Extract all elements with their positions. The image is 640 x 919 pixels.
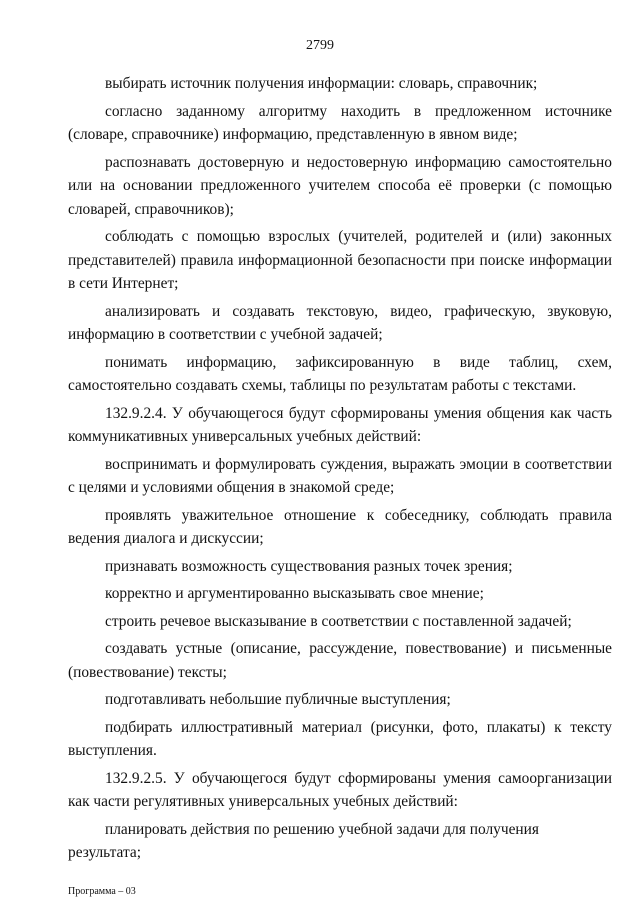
paragraph: соблюдать с помощью взрослых (учителей, родителей и (или) законных представителей) правила информационной безопасности при поиске информации в сети Интернет; bbox=[68, 228, 612, 292]
section-heading-paragraph: 132.9.2.5. У обучающегося будут сформированы умения самоорганизации как части регулятивных универсальных учебных действий: bbox=[68, 769, 612, 810]
paragraph: проявлять уважительное отношение к собеседнику, соблюдать правила ведения диалога и дискуссии; bbox=[68, 506, 612, 547]
paragraph: понимать информацию, зафиксированную в виде таблиц, схем, самостоятельно создавать схемы, таблицы по результатам работы с текстами. bbox=[68, 353, 612, 394]
paragraph: выбирать источник получения информации: словарь, справочник; bbox=[105, 75, 538, 92]
paragraph: корректно и аргументированно высказывать свое мнение; bbox=[105, 585, 484, 602]
paragraph: подготавливать небольшие публичные выступления; bbox=[105, 691, 451, 708]
paragraph: распознавать достоверную и недостоверную информацию самостоятельно или на основании предложенного учителем способа её проверки (с помощью словарей, справочников); bbox=[68, 153, 612, 218]
paragraph: анализировать и создавать текстовую, видео, графическую, звуковую, информацию в соответствии с учебной задачей; bbox=[68, 302, 612, 343]
body-text bbox=[68, 72, 612, 869]
paragraph: строить речевое высказывание в соответствии с поставленной задачей; bbox=[105, 612, 572, 630]
paragraph: согласно заданному алгоритму находить в предложенном источнике (словаре, справочнике) информацию, представленную в явном виде; bbox=[68, 102, 612, 143]
paragraph: подбирать иллюстративный материал (рисунки, фото, плакаты) к тексту выступления. bbox=[68, 718, 612, 759]
page-footer: Программа – 03 bbox=[68, 886, 136, 897]
paragraph: воспринимать и формулировать суждения, выражать эмоции в соответствии с целями и условиями общения в знакомой среде; bbox=[68, 455, 612, 496]
paragraph: создавать устные (описание, рассуждение, повествование) и письменные (повествование) тексты; bbox=[68, 640, 612, 681]
page-number: 2799 bbox=[306, 38, 334, 53]
paragraph: планировать действия по решению учебной задачи для получения результата; bbox=[68, 820, 539, 861]
paragraph: признавать возможность существования разных точек зрения; bbox=[105, 557, 513, 575]
section-heading-paragraph: 132.9.2.4. У обучающегося будут сформированы умения общения как часть коммуникативных универсальных учебных действий: bbox=[68, 404, 612, 445]
